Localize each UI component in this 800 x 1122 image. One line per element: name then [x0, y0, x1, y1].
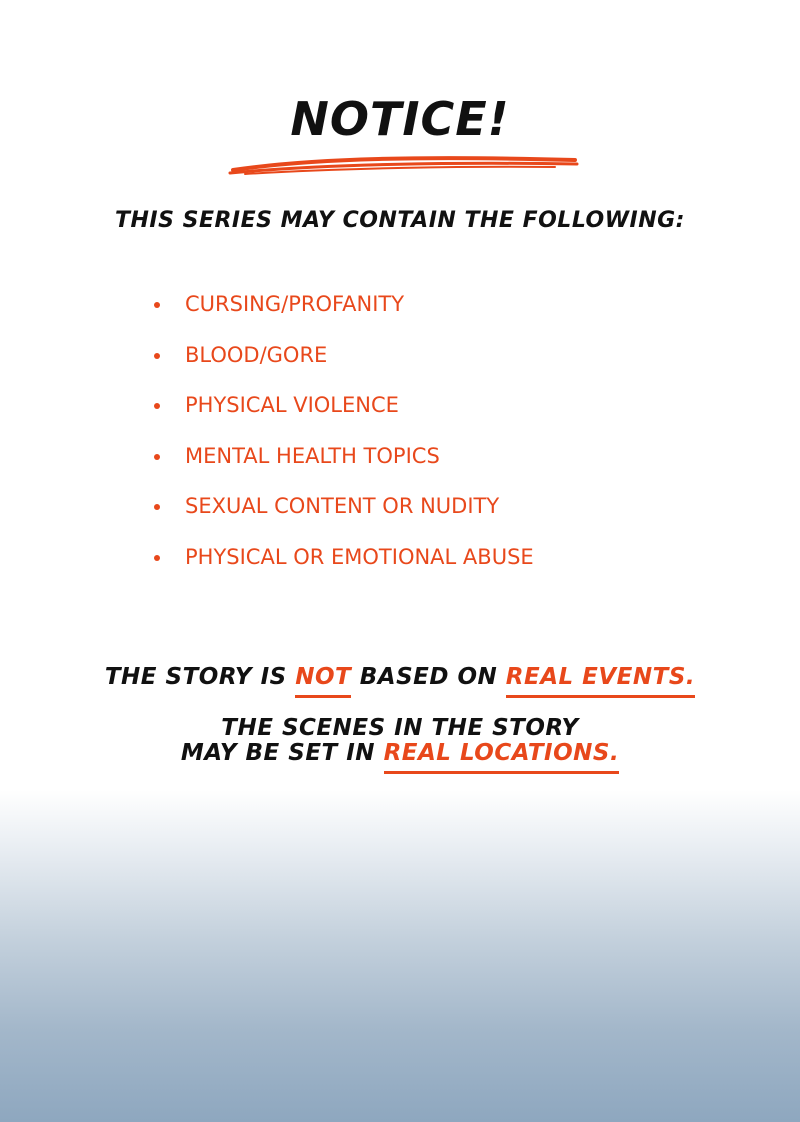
bullet-icon: [154, 555, 160, 561]
bullet-icon: [154, 504, 160, 510]
disclaimer-line-locations: [0, 739, 800, 774]
title-underline-stroke: [225, 150, 585, 180]
highlight-real-events: REAL EVENTS.: [506, 663, 695, 698]
list-item: [150, 338, 534, 389]
warning-label: CURSING/PROFANITY: [185, 292, 405, 316]
bullet-icon: [154, 403, 160, 409]
bullet-icon: [154, 454, 160, 460]
disclaimer-text: MAY BE SET IN: [180, 740, 376, 766]
list-item: [150, 287, 534, 338]
bullet-icon: [154, 353, 160, 359]
warning-label: PHYSICAL OR EMOTIONAL ABUSE: [185, 544, 534, 569]
list-item: [150, 540, 534, 591]
highlight-real-locations: REAL LOCATIONS.: [384, 739, 620, 774]
warning-label: PHYSICAL VIOLENCE: [185, 393, 399, 417]
bullet-icon: [154, 302, 160, 308]
list-item: [150, 388, 534, 439]
notice-title: NOTICE!: [290, 92, 510, 146]
content-warning-list: [150, 287, 534, 590]
disclaimer-text: BASED ON: [359, 664, 498, 690]
intro-text: THIS SERIES MAY CONTAIN THE FOLLOWING:: [115, 208, 685, 233]
disclaimer-text: THE STORY IS: [104, 664, 287, 690]
list-item: [150, 489, 534, 540]
warning-label: MENTAL HEALTH TOPICS: [185, 443, 440, 468]
disclaimer-line-scenes: THE SCENES IN THE STORY: [221, 715, 579, 741]
disclaimer-line-events: [0, 663, 800, 698]
warning-label: SEXUAL CONTENT OR NUDITY: [185, 494, 500, 518]
warning-label: BLOOD/GORE: [185, 342, 328, 367]
list-item: [150, 439, 534, 490]
highlight-not: NOT: [295, 663, 351, 698]
